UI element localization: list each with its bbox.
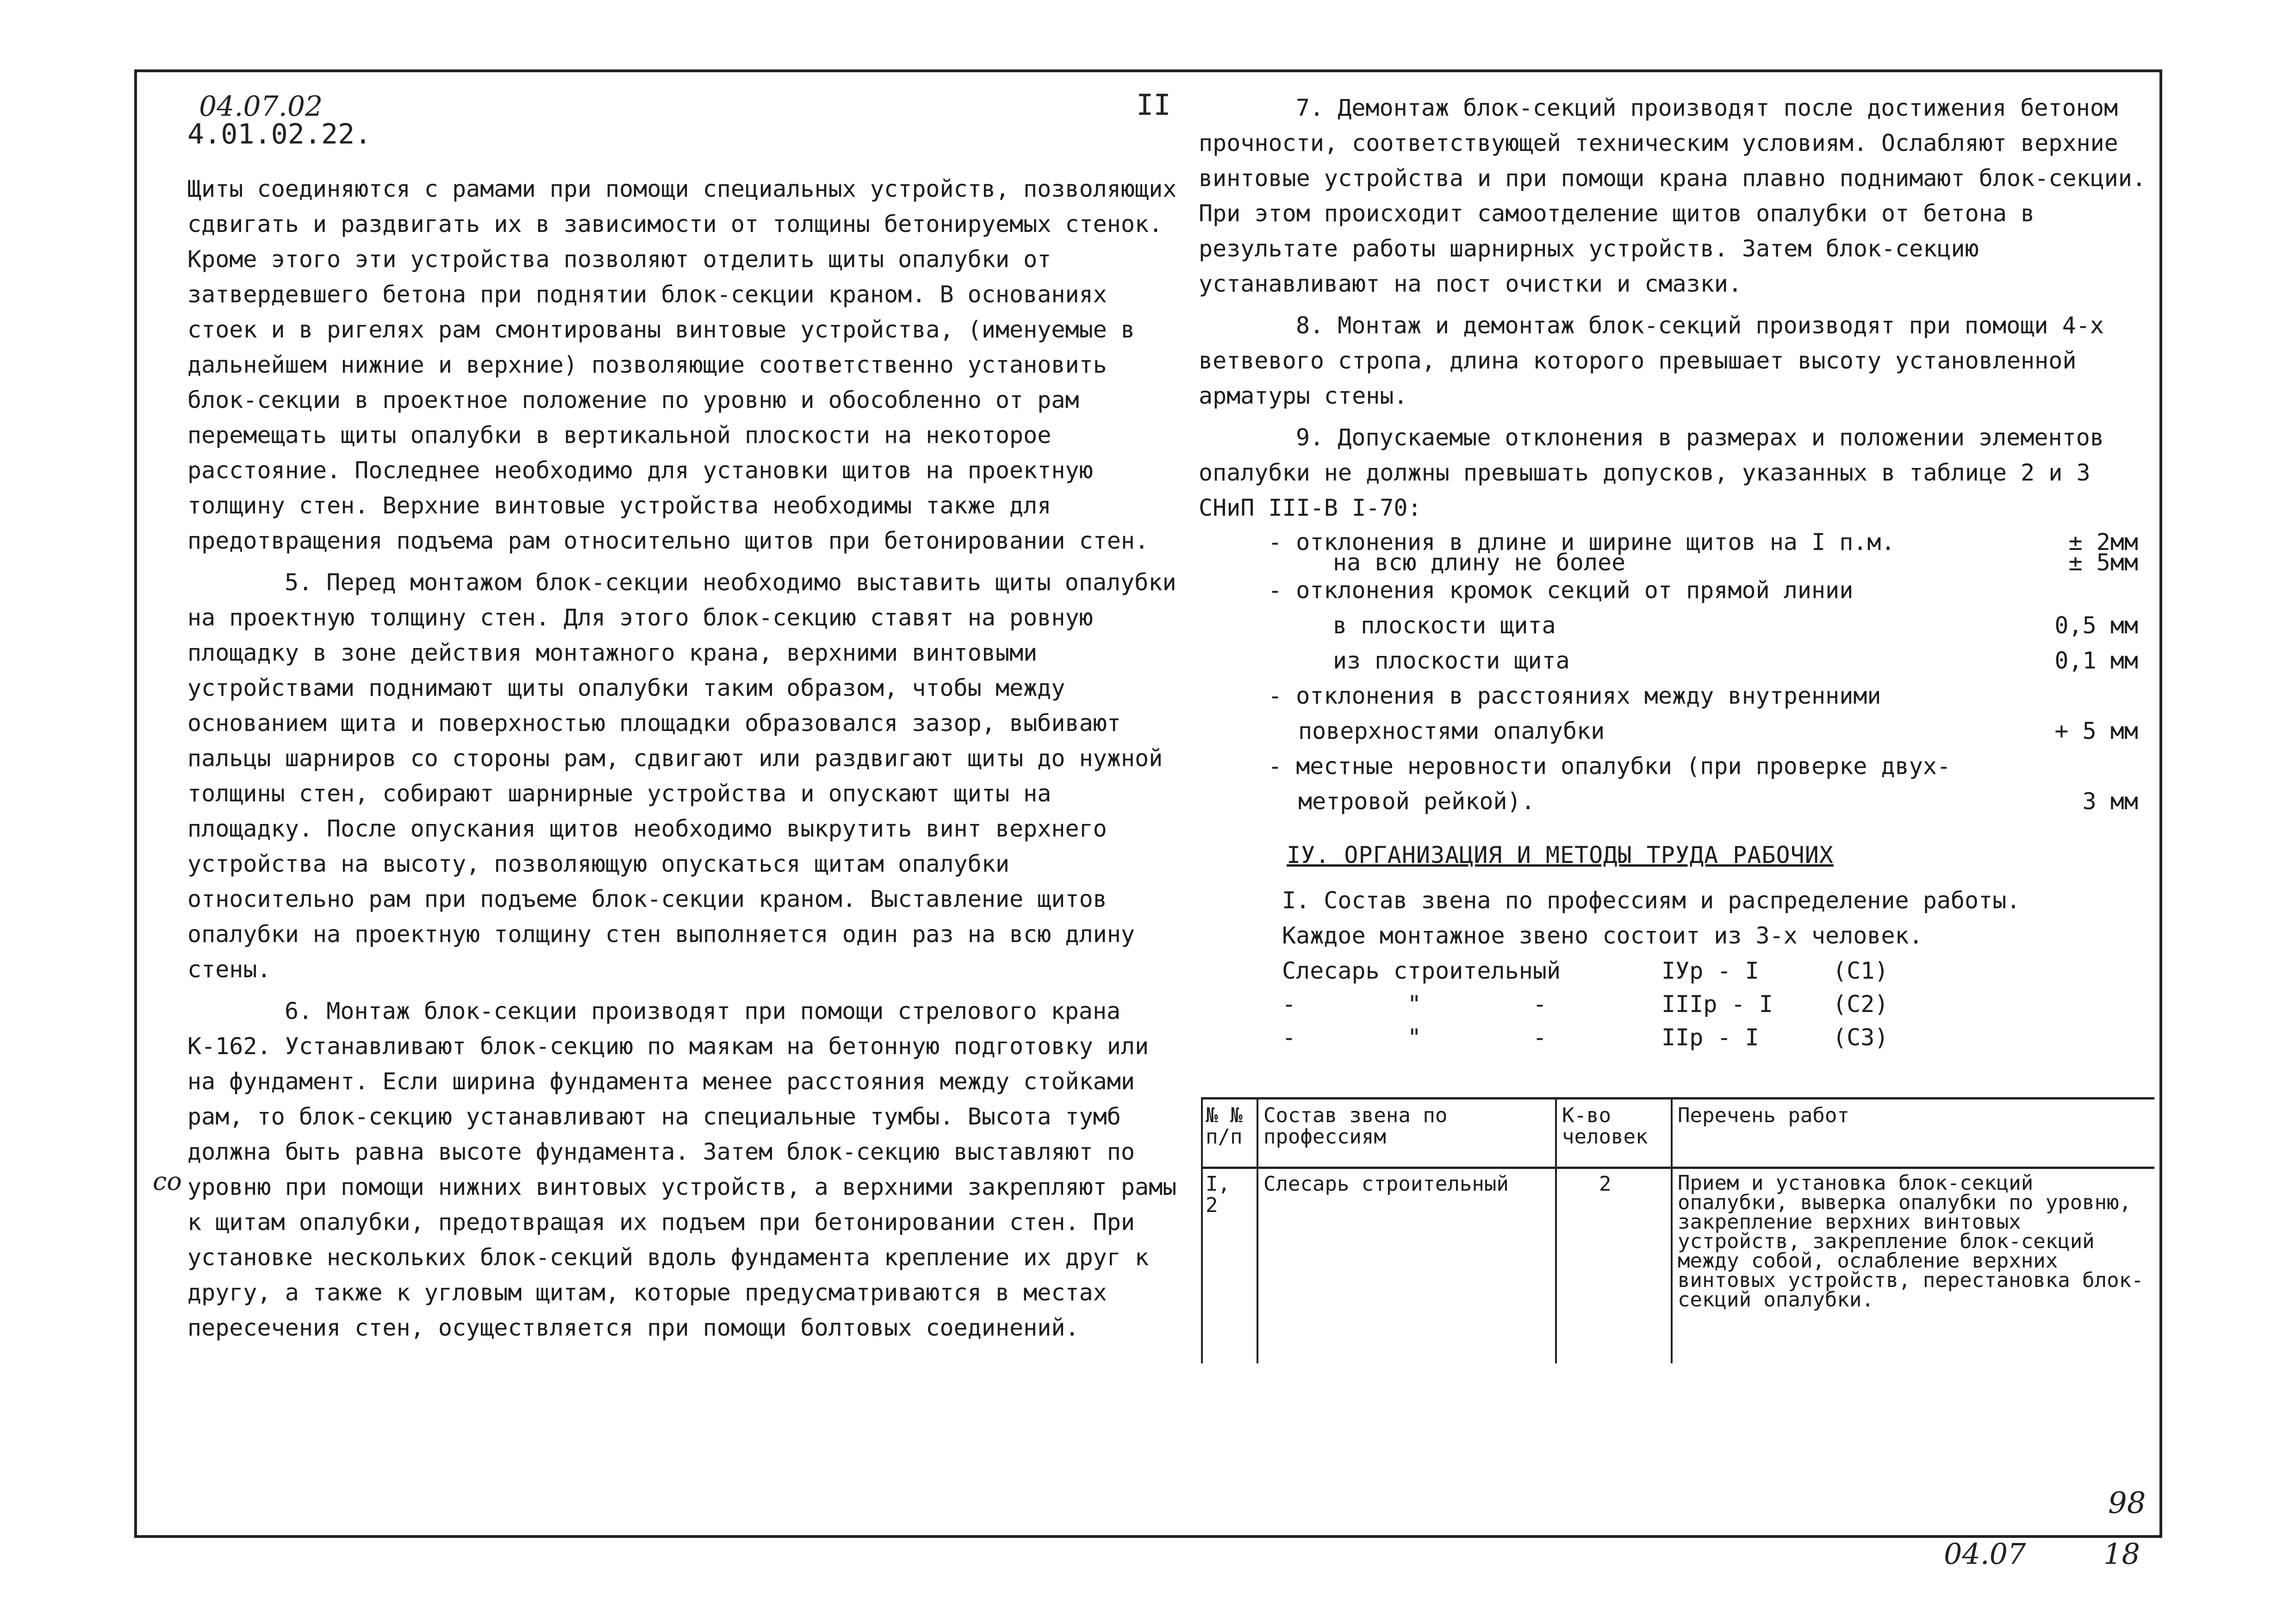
crew-code: (С3): [1833, 1024, 1889, 1051]
table-header-profession: Состав звена по профессиям: [1263, 1104, 1448, 1149]
crew-intro-2: Каждое монтажное звено состоит из 3-х человек.: [1282, 922, 1923, 949]
deviation-value: 0,5 мм: [2054, 612, 2138, 639]
crew-code: (С1): [1833, 957, 1889, 984]
paragraph-intro: Щиты соединяются с рамами при помощи специальных устройств, позволяющих сдвигать и раздвигать их в зависимости от толщины бетонируемых стенок. Кроме этого эти устройства позволяют отделить щиты опалубки от затвердевшего бетона при поднятии блок-секции краном. В основаниях стоек и в ригелях рам смонтированы винтовые устройства, (именуемые в дальнейшем нижние и верхние) позволяющие соответственно установить блок-секции в проектное положение по уровню и обособленно от рам перемещать щиты опалубки в вертикальной плоскости на некоторое расстояние. Последнее необходимо для установки щитов на проектную толщину стен. Верхние винтовые устройства необходимы также для предотвращения подъема рам относительно щитов при бетонировании стен.: [187, 175, 1177, 554]
deviation-value: ± 5мм: [2068, 549, 2138, 576]
deviation-value: 3 мм: [2082, 788, 2138, 815]
footer-page: 18: [2103, 1537, 2140, 1571]
deviation-value: + 5 мм: [2054, 718, 2138, 744]
deviation-item: [1199, 573, 2152, 608]
deviation-label: из плоскости щита: [1333, 647, 1570, 674]
table-border-left: [1201, 1099, 1203, 1363]
crew-row: [1199, 1020, 2152, 1053]
table-header-count: К-во человек: [1562, 1104, 1648, 1149]
footer-sheet-number: 98: [2108, 1486, 2146, 1520]
table-cell-num: I, 2: [1206, 1172, 1230, 1217]
paragraph-9: 9. Допускаемые отклонения в размерах и положении элементов опалубки не должны превышать допусков, указанных в таблице 2 и 3 СНиП III-В I-70:: [1199, 424, 2104, 521]
right-column: [1199, 90, 2152, 1053]
margin-note: со: [153, 1167, 182, 1196]
deviation-label: на всю длину не более: [1333, 549, 1626, 576]
crew-row: [1199, 953, 2152, 987]
crew-code: (С2): [1833, 991, 1889, 1018]
deviation-item: [1199, 549, 2152, 576]
page-number: II: [1136, 88, 1171, 122]
crew-rank: IIIр - I: [1661, 991, 1773, 1018]
deviation-label: в плоскости щита: [1333, 612, 1556, 639]
crew-profession: Слесарь строительный: [1282, 957, 1561, 984]
deviation-item: [1199, 643, 2152, 678]
doc-ref: 4.01.02.22.: [187, 118, 372, 150]
table-cell-works: Прием и установка блок-секций опалубки, выверка опалубки по уровню, закрепление верхних винтовых устройств, закрепление блок-секций между собой, ослабление верхних винтовых устройств, перестановка блок-секций опалубки.: [1678, 1171, 2144, 1312]
paragraph-7: 7. Демонтаж блок-секций производят после достижения бетоном прочности, соответствующей техническим условиям. Ослабляют верхние винтовые устройства и при помощи крана плавно поднимают блок-секции. При этом происходит самоотделение щитов опалубки от бетона в результате работы шарнирных устройств. Затем блок-секцию устанавливают на пост очистки и смазки.: [1199, 94, 2146, 297]
paragraph-5: 5. Перед монтажом блок-секции необходимо выставить щиты опалубки на проектную толщину стен. Для этого блок-секцию ставят на ровную площадку в зоне действия монтажного крана, верхними винтовыми устройствами поднимают щиты опалубки таким образом, чтобы между основанием щита и поверхностью площадки образовался зазор, выбивают пальцы шарниров со стороны рам, сдвигают или раздвигают щиты до нужной толщины стен, собирают шарнирные устройства и опускают щиты на площадку. После опускания щитов необходимо выкрутить винт верхнего устройства на высоту, позволяющую опускаться щитам опалубки относительно рам при подъеме блок-секции краном. Выставление щитов опалубки на проектную толщину стен выполняется один раз на всю длину стены.: [187, 569, 1176, 983]
deviation-item: [1199, 678, 2152, 713]
table-col-sep: [1555, 1099, 1557, 1363]
table-header-num: № № п/п: [1206, 1104, 1243, 1149]
crew-list: [1199, 953, 2152, 1053]
table-cell-count: 2: [1599, 1172, 1612, 1196]
deviation-item: [1199, 713, 2152, 749]
crew-rank: IУр - I: [1661, 957, 1759, 984]
paragraph-8: 8. Монтаж и демонтаж блок-секций производят при помощи 4-х ветвевого стропа, длина которого превышает высоту установленной арматуры стены.: [1199, 312, 2104, 409]
deviation-value: ± 2мм: [2068, 529, 2138, 556]
table-cell-profession: Слесарь строительный: [1263, 1172, 1509, 1196]
crew-table: [1201, 1097, 2154, 1363]
deviation-label: - отклонения в расстояниях между внутренними: [1268, 682, 1881, 709]
deviation-value: 0,1 мм: [2054, 647, 2138, 674]
deviation-label: метровой рейкой).: [1298, 788, 1535, 815]
paragraph-6: 6. Монтаж блок-секции производят при помощи стрелового крана К-162. Устанавливают блок-секцию по маякам на бетонную подготовку или на фундамент. Если ширина фундамента менее расстояния между стойками рам, то блок-секцию устанавливают на специальные тумбы. Высота тумб должна быть равна высоте фундамента. Затем блок-секцию выставляют по уровню при помощи нижних винтовых устройств, а верхними закрепляют рамы к щитам опалубки, предотвращая их подъем при бетонировании стен. При установке нескольких блок-секций вдоль фундамента крепление их друг к другу, а также к угловым щитам, которые предусматриваются в местах пересечения стен, осуществляется при помощи болтовых соединений.: [187, 998, 1177, 1341]
table-col-sep: [1257, 1099, 1258, 1363]
table-header-works: Перечень работ: [1678, 1104, 1849, 1127]
deviation-item: [1199, 608, 2152, 643]
section-title: IУ. ОРГАНИЗАЦИЯ И МЕТОДЫ ТРУДА РАБОЧИХ: [1287, 842, 1834, 868]
deviation-label: - отклонения в длине и ширине щитов на I п.м.: [1268, 529, 1895, 556]
deviation-item: [1199, 749, 2152, 784]
footer-code: 04.07: [1944, 1537, 2026, 1571]
deviation-item: [1199, 784, 2152, 819]
table-col-sep: [1671, 1099, 1673, 1363]
crew-profession: - " -: [1282, 1024, 1547, 1051]
crew-rank: IIр - I: [1661, 1024, 1759, 1051]
deviation-list: [1199, 529, 2152, 819]
table-header-separator: [1201, 1167, 2154, 1169]
left-column: [187, 171, 1178, 1352]
crew-row: [1199, 987, 2152, 1020]
crew-intro-1: I. Состав звена по профессиям и распределение работы.: [1282, 887, 2021, 914]
deviation-label: поверхностями опалубки: [1298, 718, 1605, 744]
deviation-label: - отклонения кромок секций от прямой линии: [1268, 577, 1854, 604]
deviation-label: - местные неровности опалубки (при проверке двух-: [1268, 753, 1951, 780]
handwritten-doc-ref: 04.07.02: [199, 90, 323, 123]
crew-profession: - " -: [1282, 991, 1547, 1018]
